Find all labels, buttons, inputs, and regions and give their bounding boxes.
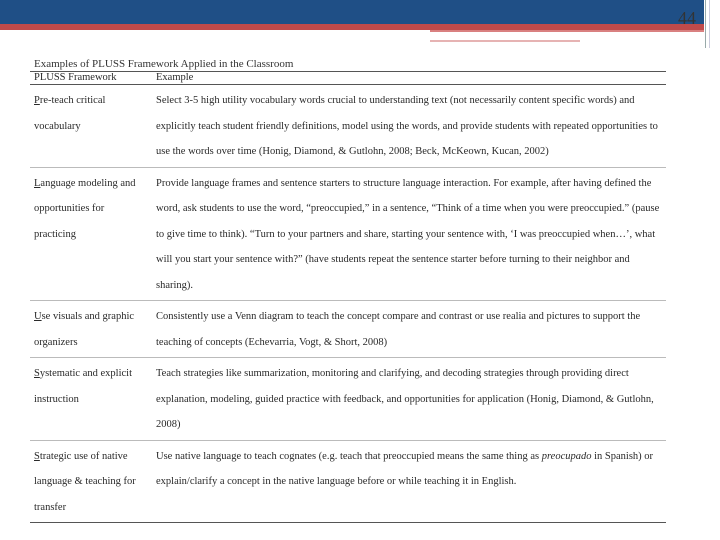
example-cell [152,301,666,358]
framework-term: trategic use of native language & teaching for transfer [34,450,136,513]
framework-cell [30,167,152,301]
framework-initial: S [34,368,40,379]
framework-initial: S [34,450,40,462]
slide-header-bar [0,0,704,24]
framework-cell [30,301,152,358]
framework-cell [30,440,152,523]
example-text: Teach strategies like summarization, monitoring and clarifying, and decoding strategies through providing direct explanation, modeling, guided practice with feedback, and opportunities for application (Honig, Diamond, & Gutlohn, 2008) [156,368,654,430]
example-text: Select 3-5 high utility vocabulary words crucial to understanding text (not necessarily content specific words) and explicitly teach student friendly definitions, model using the words, and provide students with repeated opportunities to use the words over time (Honig, Diamond, & Gutlohn, 2008; Beck, McKeown, Kucan, 2002) [156,95,658,157]
slide-number: 44 [678,8,696,28]
header-framework: PLUSS Framework [30,72,152,85]
table-row [30,167,666,301]
document-table-area [30,58,666,523]
table-title: Examples of PLUSS Framework Applied in the Classroom [34,58,294,70]
framework-initial: P [34,95,40,106]
framework-term: se visuals and graphic organizers [34,311,135,348]
table-row [30,440,666,523]
example-cell [152,440,666,523]
framework-cell [30,85,152,168]
framework-term: re-teach critical vocabulary [34,95,106,132]
decorative-rule [709,0,710,48]
example-text: Use native language to teach cognates (e.g. teach that preoccupied means the same thing as [156,450,542,462]
header-example: Example [152,72,666,85]
example-italic: preocupado [541,450,592,462]
decorative-line [430,30,704,32]
framework-initial: U [34,311,42,322]
table-header-row [30,72,666,85]
decorative-rule [705,0,706,48]
table-row [30,85,666,168]
table-row [30,301,666,358]
table-row [30,358,666,441]
example-cell [152,358,666,441]
framework-term: anguage modeling and opportunities for practicing [34,177,136,240]
decorative-line [430,40,580,42]
example-text: Consistently use a Venn diagram to teach the concept compare and contrast or use realia and pictures to support the teaching of concepts (Echevarria, Vogt, & Short, 2008) [156,311,641,348]
pluss-table [30,71,666,523]
example-cell [152,167,666,301]
framework-term: ystematic and explicit instruction [34,368,132,405]
framework-initial: L [34,177,41,189]
example-cell [152,85,666,168]
example-text-after: in Spanish) or explain/clarify a concept in the native language before or while teaching it in English. [156,450,654,487]
example-text: Provide language frames and sentence starters to structure language interaction. For example, after having defined the word, ask students to use the word, “preoccupied,” in a sentence, “Think of a time when you were preoccupied.” (pause to give time to think). “Turn to your partners and share, starting your sentence with, ‘I was preoccupied when…’, what will you start your sentence with?” (have students repeat the sentence starter before turning to their neighbor and sharing). [156,177,660,291]
framework-cell [30,358,152,441]
